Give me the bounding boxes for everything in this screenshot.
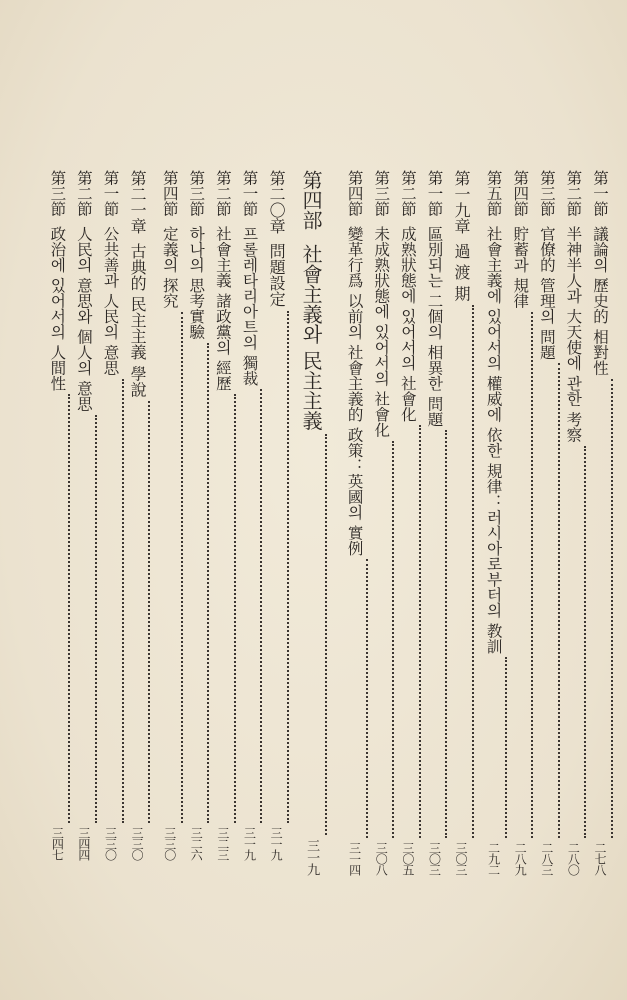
dot-leader [421,430,448,838]
entry-number: 第四節 [345,170,364,217]
dot-leader [209,394,236,823]
dot-leader [394,425,421,838]
entry-separator [236,217,263,226]
entry-page-number: 三四七 [50,827,65,860]
entry-separator [44,217,71,226]
entry-title: 成熟狀態에 있어서의 社會化 [398,225,417,422]
entry-title: 半神半人과 大天使에 관한 考察 [564,225,583,442]
entry-number: 第四節 [160,170,179,217]
toc-entry-chapter [124,170,151,860]
entry-title: 社會主義에 있어서의 權威에 依한 規律：러시아로부터의 教訓 [484,225,503,654]
toc-entry-chapter [447,170,474,875]
dot-leader [124,401,151,823]
toc-entry-section [394,170,421,875]
entry-separator [560,217,587,226]
entry-separator [368,217,395,226]
entry-number: 第二節 [398,170,417,217]
toc-entry-section [586,170,613,875]
entry-page-number: 三〇五 [400,842,415,875]
entry-title: 社會主義 諸政黨의 經歷 [213,225,232,391]
entry-separator [262,234,289,243]
entry-page-number: 三一四 [347,842,362,875]
toc-entry-section [97,170,124,860]
entry-separator [394,217,421,226]
entry-separator [533,217,560,226]
entry-page-number: 三三〇 [103,827,118,860]
entry-page-number: 三一九 [304,839,320,875]
dot-leader [533,363,560,838]
toc-entry-section [368,170,395,875]
entry-number: 第二節 [74,170,93,217]
dot-leader [156,312,183,823]
entry-separator [97,217,124,226]
entry-number: 第三節 [537,170,556,217]
entry-number: 第二節 [564,170,583,217]
entry-title: 區別되는 二個의 相異한 問題 [425,225,444,427]
dot-leader [295,434,327,835]
toc-entry-section [533,170,560,875]
entry-separator [447,234,474,243]
toc-entry-section [209,170,236,860]
entry-number: 第一節 [425,170,444,217]
toc-entry-section [560,170,587,875]
toc-entry-chapter [262,170,289,860]
entry-title: 官僚的 管理의 問題 [537,225,556,360]
entry-number: 第一節 [240,170,259,217]
entry-number: 第三節 [372,170,391,217]
entry-separator [295,230,327,244]
dot-leader [480,657,507,838]
entry-page-number: 二八三 [539,842,554,875]
entry-number: 第一九章 [452,170,472,234]
entry-page-number: 二七八 [593,842,607,875]
dot-leader [70,415,97,823]
dot-leader [560,446,587,838]
entry-title: 定義의 探究 [160,225,179,308]
entry-page-number: 三二三 [215,827,230,860]
dot-leader [236,389,263,823]
entry-title: 議論의 歷史的 相對性 [591,225,609,375]
entry-number: 第二節 [213,170,232,217]
entry-page-number: 二八〇 [566,842,581,875]
entry-number: 第四部 [299,170,324,230]
dot-leader [507,312,534,838]
entry-page-number: 三〇三 [427,842,442,875]
toc-entry-section [44,170,71,860]
dot-leader [341,559,368,838]
entry-separator [183,217,210,226]
toc-entry-section [70,170,97,860]
entry-title: 하나의 思考實驗 [187,225,206,339]
entry-separator [124,234,151,243]
entry-page-number: 三一九 [242,827,257,860]
entry-number: 第二一章 [128,170,148,234]
entry-separator [209,217,236,226]
entry-title: 問題設定 [267,243,287,307]
entry-number: 第三節 [187,170,206,217]
entry-separator [341,217,368,226]
entry-separator [507,217,534,226]
dot-leader [368,441,395,838]
dot-leader [262,311,289,823]
entry-separator [70,217,97,226]
entry-title: 古典的 民主主義 學說 [128,243,148,398]
dot-leader [447,305,474,838]
entry-page-number: 三二六 [189,827,204,860]
entry-title: 未成熟狀態에 있어서의 社會化 [372,225,391,437]
entry-page-number: 二九二 [486,842,501,875]
table-of-contents [44,170,613,875]
entry-separator [480,217,507,226]
entry-page-number: 三一九 [269,827,284,860]
entry-number: 第一節 [101,170,120,217]
entry-page-number: 三〇三 [454,842,469,875]
entry-page-number: 三〇八 [374,842,389,875]
toc-entry-part [295,170,327,875]
entry-number: 第一節 [591,170,609,217]
entry-page-number: 二八九 [513,842,528,875]
entry-title: 公共善과 人民의 意思 [101,225,120,375]
entry-page-number: 三三〇 [162,827,177,860]
entry-separator [586,217,613,226]
entry-title: 變革行爲 以前의 社會主義的 政策：英國의 實例 [345,225,364,556]
entry-title: 社會主義와 民主主義 [299,244,324,431]
entry-number: 第三節 [48,170,67,217]
toc-entry-section [236,170,263,860]
entry-title: 人民의 意思와 個人의 意思 [74,225,93,411]
dot-leader [97,379,124,823]
entry-separator [156,217,183,226]
entry-title: 過 渡 期 [452,243,472,302]
toc-entry-section [156,170,183,860]
dot-leader [586,379,613,838]
toc-entry-section [421,170,448,875]
entry-page-number: 三三〇 [130,827,145,860]
entry-number: 第四節 [511,170,530,217]
entry-separator [421,217,448,226]
toc-entry-section [341,170,368,875]
dot-leader [44,394,71,823]
toc-entry-section [183,170,210,860]
toc-entry-section [507,170,534,875]
entry-page-number: 三四四 [76,827,91,860]
entry-title: 政治에 있어서의 人間性 [48,225,67,391]
entry-title: 프롤레타리아트의 獨裁 [240,225,259,386]
entry-number: 第二〇章 [267,170,287,234]
entry-title: 貯蓄과 規律 [511,225,530,308]
toc-entry-section [480,170,507,875]
entry-number: 第五節 [484,170,503,217]
dot-leader [183,343,210,823]
